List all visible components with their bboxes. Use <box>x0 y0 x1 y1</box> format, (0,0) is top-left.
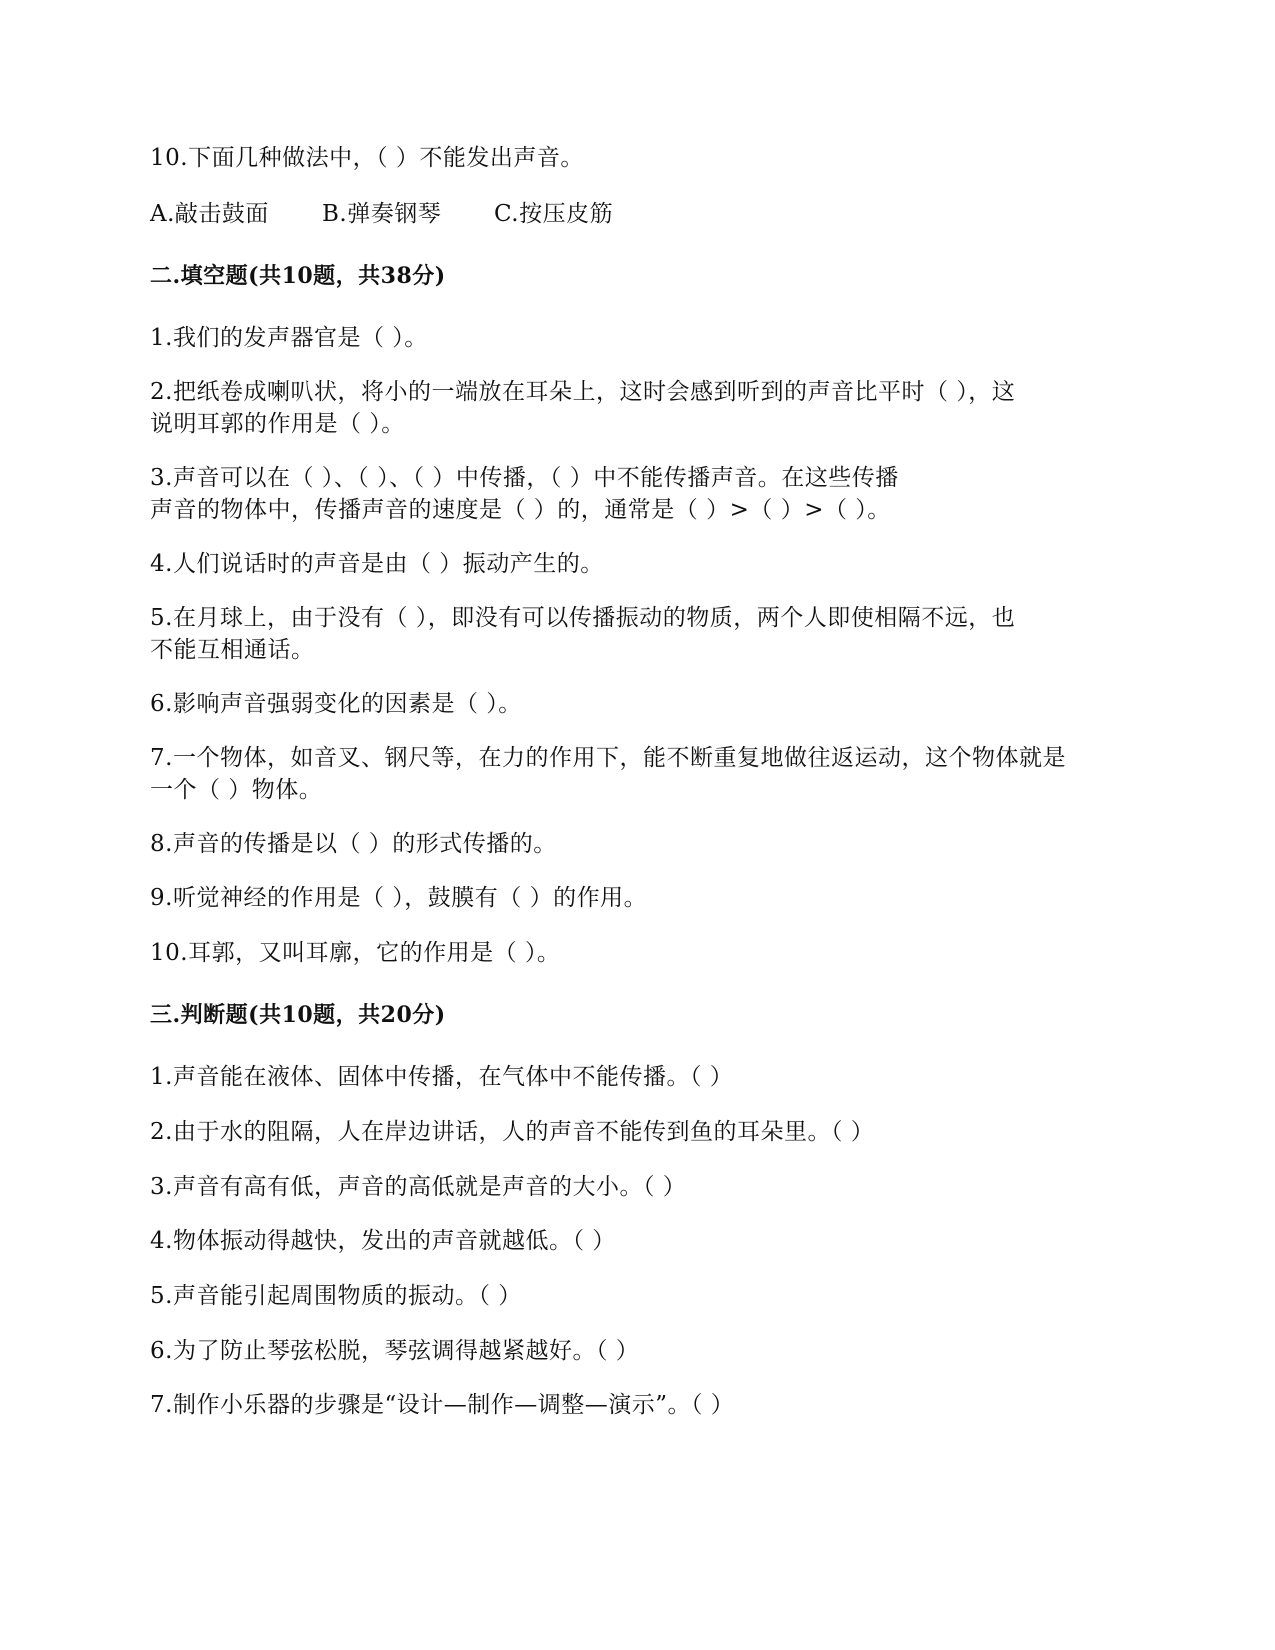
fill-question-6: 6.影响声音强弱变化的因素是（ ）。 <box>150 691 522 717</box>
judge-question-5: 5.声音能引起周围物质的振动。（ ） <box>150 1283 522 1309</box>
fill-question-2-line-2: 说明耳郭的作用是（ ）。 <box>150 411 405 437</box>
fill-question-1: 1.我们的发声器官是（ ）。 <box>150 325 428 351</box>
fill-question-4: 4.人们说话时的声音是由（ ）振动产生的。 <box>150 551 604 577</box>
option-b: B.弹奏钢琴 <box>322 201 442 227</box>
fill-question-2-line-1: 2.把纸卷成喇叭状，将小的一端放在耳朵上，这时会感到听到的声音比平时（ ），这 <box>150 379 1016 405</box>
fill-question-5-line-2: 不能互相通话。 <box>150 637 315 663</box>
judge-question-7: 7.制作小乐器的步骤是“设计—制作—调整—演示”。（ ） <box>150 1392 735 1418</box>
fill-question-10: 10.耳郭，又叫耳廓，它的作用是（ ）。 <box>150 940 561 966</box>
judge-question-6: 6.为了防止琴弦松脱，琴弦调得越紧越好。（ ） <box>150 1338 640 1364</box>
judge-question-4: 4.物体振动得越快，发出的声音就越低。（ ） <box>150 1228 616 1254</box>
fill-question-3-line-1: 3.声音可以在（ ）、（ ）、（ ）中传播，（ ）中不能传播声音。在这些传播 <box>150 465 899 491</box>
fill-question-3-line-2: 声音的物体中，传播声音的速度是（ ）的，通常是（ ）>（ ）>（ ）。 <box>150 497 891 523</box>
question-10-choice: 10.下面几种做法中，（ ）不能发出声音。 <box>150 145 584 171</box>
fill-question-7-line-1: 7.一个物体，如音叉、钢尺等，在力的作用下，能不断重复地做往返运动，这个物体就是 <box>150 745 1066 771</box>
section-3-heading: 三.判断题(共10题，共20分) <box>150 1002 446 1028</box>
section-2-heading: 二.填空题(共10题，共38分) <box>150 263 446 289</box>
judge-question-2: 2.由于水的阻隔，人在岸边讲话，人的声音不能传到鱼的耳朵里。（ ） <box>150 1119 875 1145</box>
option-c: C.按压皮筋 <box>494 201 614 227</box>
fill-question-5-line-1: 5.在月球上，由于没有（ ），即没有可以传播振动的物质，两个人即使相隔不远，也 <box>150 605 1016 631</box>
judge-question-1: 1.声音能在液体、固体中传播，在气体中不能传播。（ ） <box>150 1064 734 1090</box>
judge-question-3: 3.声音有高有低，声音的高低就是声音的大小。（ ） <box>150 1174 687 1200</box>
fill-question-9: 9.听觉神经的作用是（ ），鼓膜有（ ）的作用。 <box>150 885 648 911</box>
fill-question-7-line-2: 一个（ ）物体。 <box>150 777 323 803</box>
option-a: A.敲击鼓面 <box>150 201 269 227</box>
question-10-options <box>150 198 1140 230</box>
fill-question-8: 8.声音的传播是以（ ）的形式传播的。 <box>150 831 557 857</box>
